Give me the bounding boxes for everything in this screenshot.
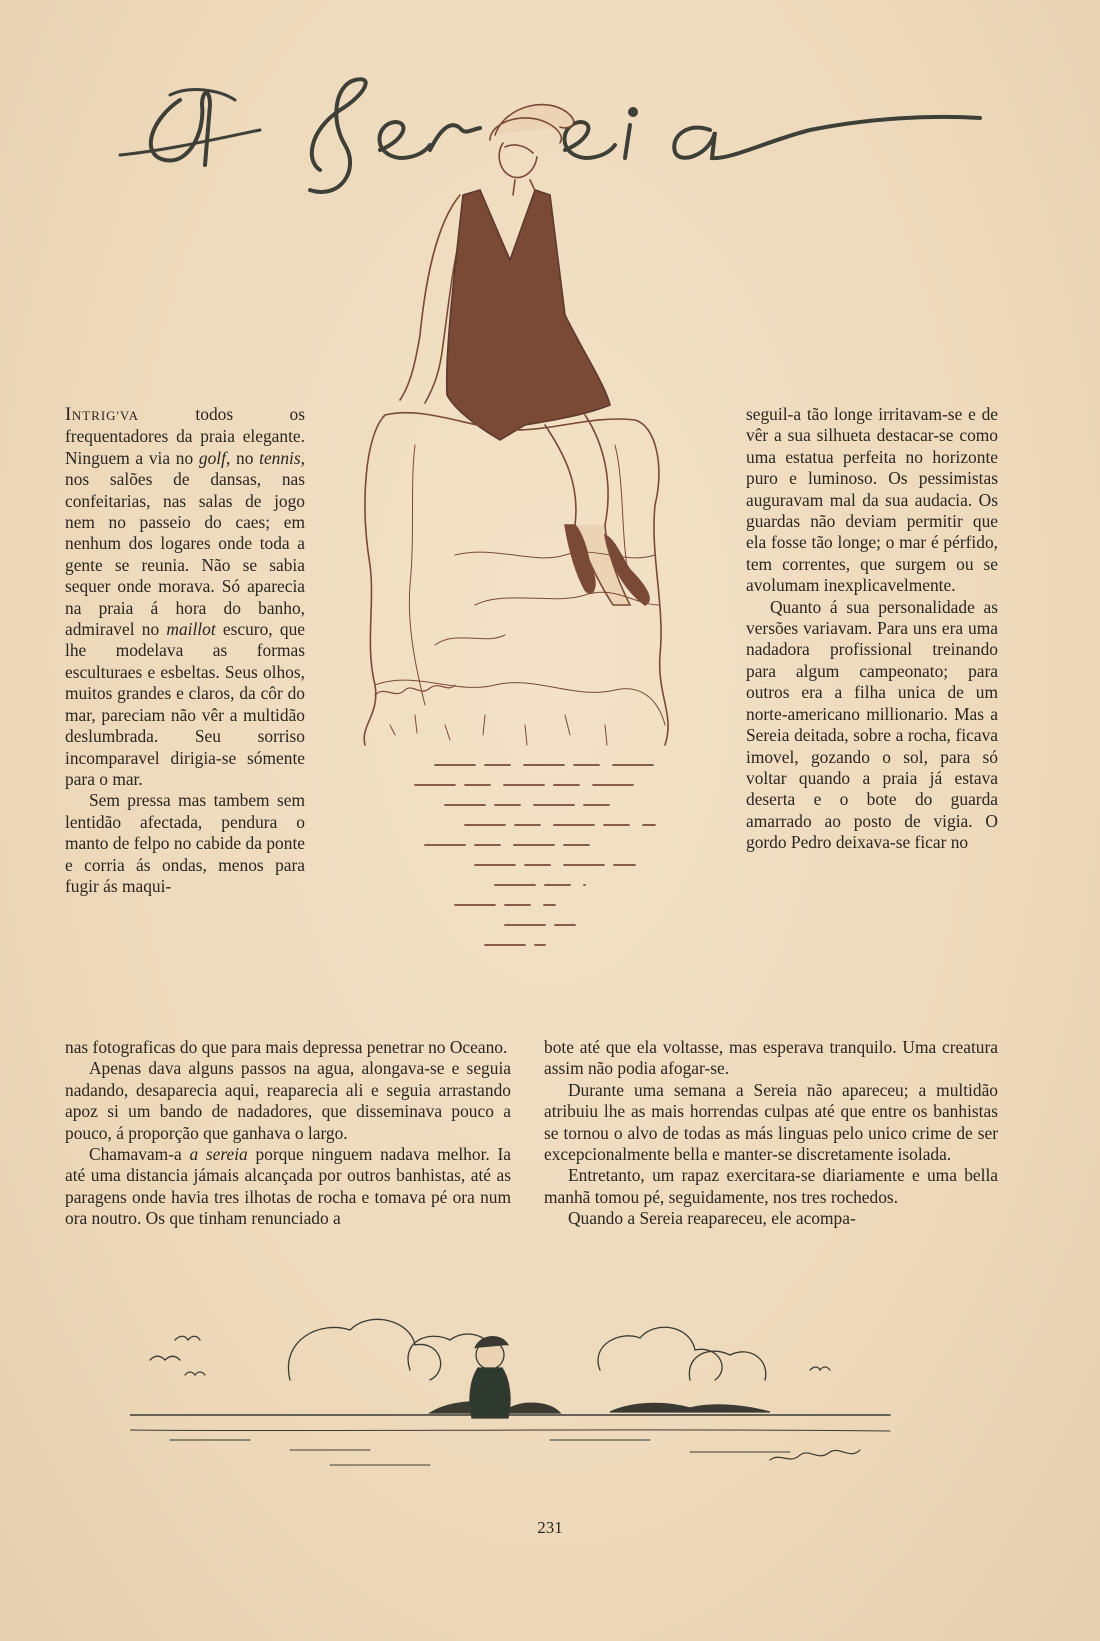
column-right-lower xyxy=(544,1037,998,1230)
paragraph-continuation: nas fotograficas do que para mais depressa penetrar no Oceano. xyxy=(65,1037,508,1057)
paragraph-6: Quanto á sua personalidade as versões variavam. Para uns era uma nadadora profissional treinando para algum campeonato; para outros era a filha unica de um norte-americano millionario. Mas a Sereia deitada, sobre a rocha, ficava imovel, gozando o sol, para só voltar quando a praia já estava deserta e o bote do guarda amarrado ao posto de vigia. O gordo Pedro deixava-se ficar no xyxy=(746,596,998,853)
column-right-upper xyxy=(746,404,998,854)
paragraph-4 xyxy=(65,1144,511,1230)
paragraph-3: Apenas dava alguns passos na agua, alongava-se e seguia nadando, desaparecia aqui, reaparecia ali e seguia arrastando apoz si um bando de nadadores, que disseminava pouco a pouco, á proporção que ganhava o largo. xyxy=(65,1058,511,1143)
text-run: , no xyxy=(225,447,260,468)
drop-capital: I xyxy=(65,404,72,425)
paragraph-5: seguil-a tão longe irritavam-se e de vêr a sua silhueta destacar-se como uma estatua perfeita no horizonte puro e luminoso. Os pessimistas auguravam mal da sua audacia. Os guardas não deviam permitir que ela fosse tão longe; o mar é pérfido, tem correntes, que surgem ou se avolumam inexplicavelmente. xyxy=(746,404,998,596)
opening-smallcaps: NTRIG'VA xyxy=(71,408,139,423)
paragraph-2: Sem pressa mas tambem sem lentidão afectada, pendura o manto de felpo no cabide da ponte e corria ás ondas, menos para fugir ás maqui- xyxy=(65,790,305,896)
page-number: 231 xyxy=(537,1518,563,1537)
bather-illustration xyxy=(355,85,715,995)
text-run: porque ninguem nadava melhor. Ia até uma distancia jámais alcançada por outros banhistas, até as paragens onde havia tres ilhotas de rocha e tomava pé ora num ora noutro. Os que tinham renunciado a xyxy=(65,1144,511,1229)
column-left-lower xyxy=(65,1037,511,1230)
italic-word: golf xyxy=(198,447,226,468)
italic-word: maillot xyxy=(166,619,216,640)
italic-word: a sereia xyxy=(189,1144,248,1165)
swimmer-footer-illustration xyxy=(130,1300,930,1490)
text-run: Chamavam-a xyxy=(89,1144,190,1165)
paragraph-1 xyxy=(65,404,305,790)
text-run: , nos salões de dansas, nas confeitarias, nas salas de jogo nem no passeio do caes; em nenhum dos logares onde toda a gente se reunia. Não se sabia sequer onde morava. Só aparecia na praia á hora do banho, admiravel no xyxy=(65,447,306,640)
paragraph-7: Durante uma semana a Sereia não apareceu; a multidão atribuiu lhe as mais horrendas culpas até que entre os banhistas se tornou o alvo de todas as más linguas pelo unico crime de ser excepcionalmente bella e manter-se discretamente isolada. xyxy=(544,1079,998,1165)
text-run: escuro, que lhe modelava as formas esculturaes e esbeltas. Seus olhos, muitos grandes e claros, da côr do mar, pareciam não vêr a multidão deslumbrada. Seu sorriso incomparavel dirigia-se sómente para o mar. xyxy=(65,619,305,789)
column-left-upper xyxy=(65,404,305,897)
paragraph-9: Quando a Sereia reapareceu, ele acompa- xyxy=(568,1208,856,1229)
paragraph-8: Entretanto, um rapaz exercitara-se diariamente e uma bella manhã tomou pé, seguidamente, nos tres rochedos. xyxy=(544,1165,998,1207)
text-run: todos os frequentadores da praia elegante. Ninguem a via no xyxy=(65,404,305,468)
paragraph-continuation-right: bote até que ela voltasse, mas esperava tranquilo. Uma creatura assim não podia afogar-se. xyxy=(544,1037,998,1079)
italic-word: tennis xyxy=(259,447,301,468)
